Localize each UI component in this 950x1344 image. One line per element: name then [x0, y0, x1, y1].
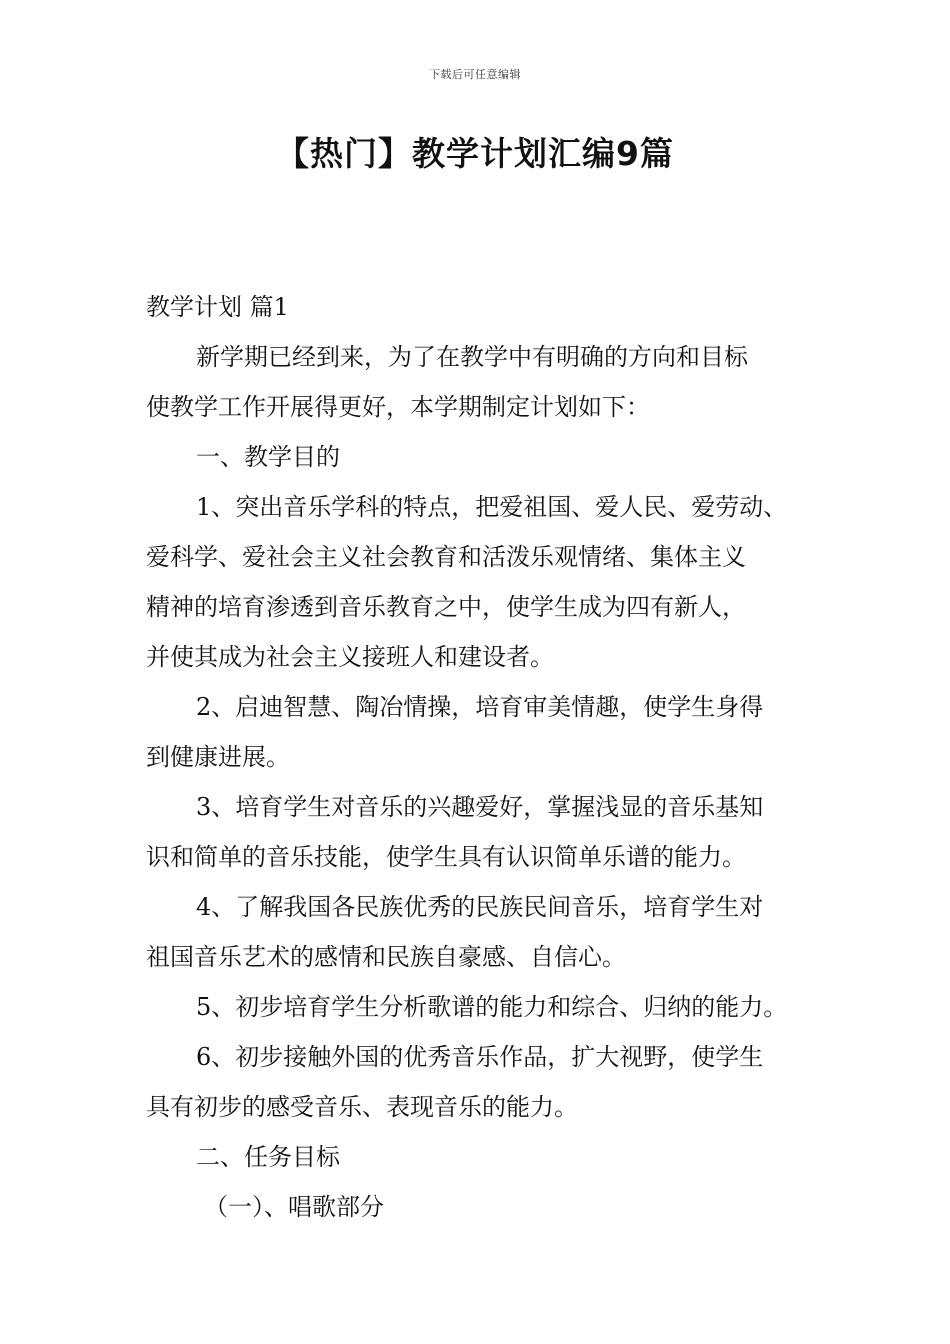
header-note: 下载后可任意编辑 — [429, 68, 521, 81]
paragraph-line: 新学期已经到来，为了在教学中有明确的方向和目标 — [196, 343, 748, 371]
paragraph-line: 祖国音乐艺术的感情和民族自豪感、自信心。 — [146, 943, 626, 971]
paragraph-line: 使教学工作开展得更好，本学期制定计划如下： — [146, 393, 650, 421]
document-title: 【热门】教学计划汇编9篇 — [276, 134, 674, 173]
document-body — [146, 282, 826, 1232]
subsection-heading: （一）、唱歌部分 — [204, 1193, 384, 1221]
paragraph-line: 1、突出音乐学科的特点，把爱祖国、爱人民、爱劳动、 — [196, 493, 788, 521]
paragraph-line: 到健康进展。 — [146, 743, 290, 771]
paragraph-line: 具有初步的感受音乐、表现音乐的能力。 — [146, 1093, 578, 1121]
paragraph-line: 3、培育学生对音乐的兴趣爱好，掌握浅显的音乐基知 — [196, 793, 764, 821]
paragraph-line: 4、了解我国各民族优秀的民族民间音乐，培育学生对 — [196, 893, 764, 921]
paragraph-line: 识和简单的音乐技能，使学生具有认识简单乐谱的能力。 — [146, 843, 746, 871]
paragraph-line: 6、初步接触外国的优秀音乐作品，扩大视野，使学生 — [196, 1043, 764, 1071]
subsection-heading: 二、任务目标 — [196, 1143, 340, 1171]
subsection-heading: 一、教学目的 — [196, 443, 340, 471]
paragraph-line: 2、启迪智慧、陶冶情操，培育审美情趣，使学生身得 — [196, 693, 764, 721]
paragraph-line: 5、初步培育学生分析歌谱的能力和综合、归纳的能力。 — [196, 993, 788, 1021]
paragraph-line: 爱科学、爱社会主义社会教育和活泼乐观情绪、集体主义 — [146, 543, 746, 571]
paragraph-line: 精神的培育渗透到音乐教育之中，使学生成为四有新人， — [146, 593, 746, 621]
section-heading: 教学计划 篇1 — [146, 293, 289, 321]
paragraph-line: 并使其成为社会主义接班人和建设者。 — [146, 643, 554, 671]
